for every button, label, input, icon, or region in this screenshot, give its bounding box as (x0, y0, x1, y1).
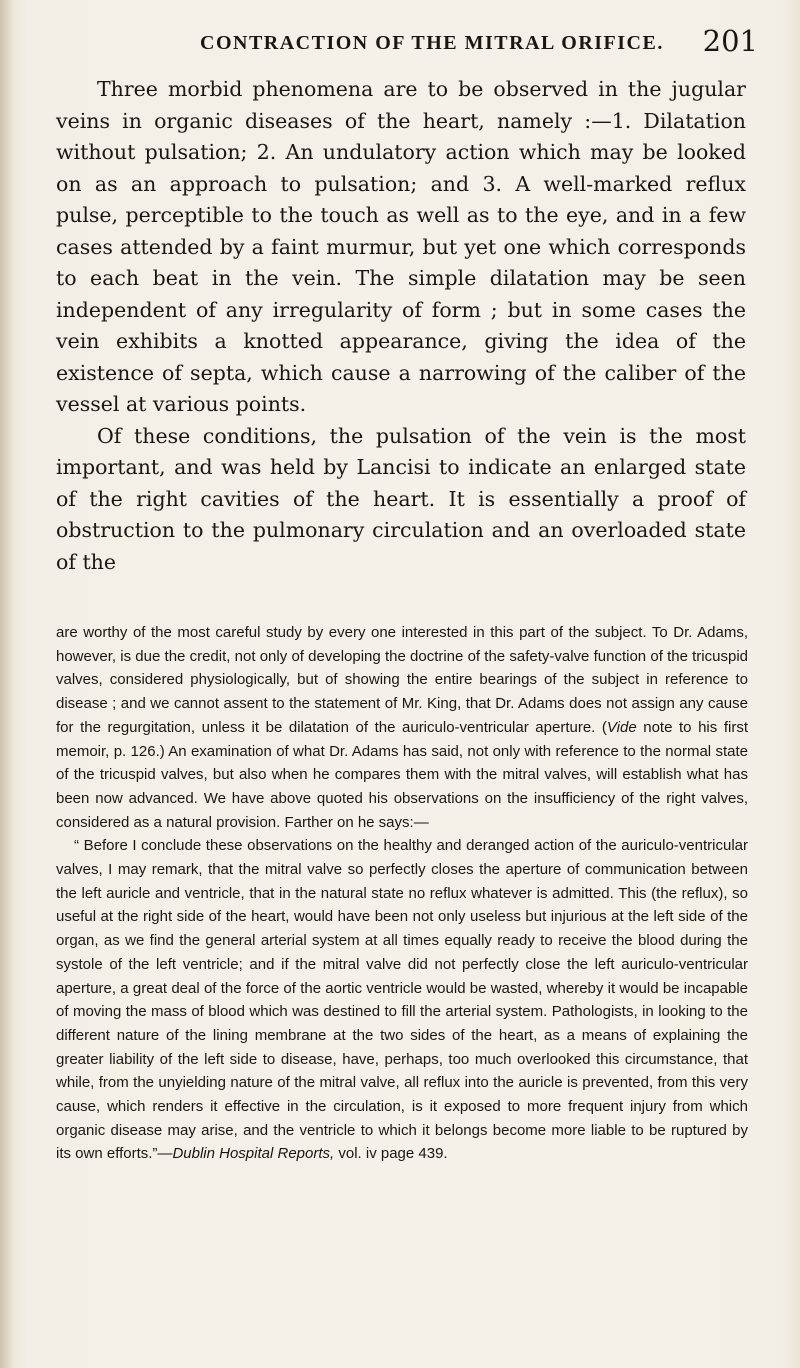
page-gutter-shadow (0, 0, 14, 1368)
footnote-source-title: Dublin Hospital Reports, (172, 1145, 335, 1163)
footnote-quote-text: “ Before I conclude these observations on the healthy and deranged action of the auriculo-ventricular valves, I may remark, that the mitral valve so perfectly closes the aperture of communication between the left auricle and ventricle, that in the natural state no reflux whatever is admitted. This (the reflux), so useful at the right side of the heart, would have been not only useless but injurious at the left side of the organ, as we find the general arterial system at all times equally ready to receive the blood during the systole of the left ventricle; and if the mitral valve did not perfectly close the left auriculo-ventricular aperture, a great deal of the force of the aortic ventricle would be wasted, whereby it would be incapable of moving the mass of blood which was destined to fill the arterial system. Pathologists, in looking to the different nature of the lining membrane at the two sides of the heart, as a means of explaining the greater liability of the left side to disease, have, perhaps, too much overlooked this circumstance, that while, from the unyielding nature of the mitral valve, all reflux into the auricle is prevented, from this very cause, which renders it effective in the circulation, is it exposed to more frequent injury from which organic disease may arise, and the ventricle to which it belongs become more liable to be ruptured by its own efforts.”— (56, 837, 748, 1163)
running-title: CONTRACTION OF THE MITRAL ORIFICE. (200, 32, 664, 54)
page-number: 201 (702, 24, 758, 58)
body-paragraph-2: Of these conditions, the pulsation of the vein is the most important, and was held by Lancisi to indicate an enlarged state of the right cavities of the heart. It is essentially a proof of obstruction to the pulmonary circulation and an overloaded state of the (56, 423, 746, 574)
footnote-vide: Vide (606, 718, 637, 736)
footnote-quote (56, 834, 748, 1166)
main-body-text (56, 74, 746, 578)
running-header (40, 24, 760, 62)
footnote-block (56, 621, 748, 1166)
footnote-text-part-2: note to his first memoir, p. 126.) An examination of what Dr. Adams has said, not only with reference to the normal state of the tricuspid valves, but also when he compares them with the mitral valves, will establish what has been now advanced. We have above quoted his observations on the insufficiency of the right valves, considered as a natural provision. Farther on he says:— (56, 718, 749, 831)
body-paragraph-1: Three morbid phenomena are to be observed in the jugular veins in organic diseases of the heart, namely :—1. Dilatation without pulsation; 2. An undulatory action which may be looked on as an approach to pulsation; and 3. A well-marked reflux pulse, perceptible to the touch as well as to the eye, and in a few cases attended by a faint murmur, but yet one which corresponds to each beat in the vein. The simple dilatation may be seen independent of any irregularity of form ; but in some cases the vein exhibits a knotted appearance, giving the idea of the existence of septa, which cause a narrowing of the caliber of the vessel at various points. (56, 77, 746, 416)
footnote-paragraph (56, 621, 748, 834)
footnote-text-part-1: are worthy of the most careful study by every one interested in this part of the subject. To Dr. Adams, however, is due the credit, not only of developing the doctrine of the safety-valve function of the tricuspid valves, considered physiologically, but of showing the entire bearings of the subject in reference to disease ; and we cannot assent to the statement of Mr. King, that Dr. Adams does not assign any cause for the regurgitation, unless it be dilatation of the auriculo-ventricular aperture. ( (56, 624, 748, 736)
footnote-source-rest: vol. iv page 439. (334, 1145, 448, 1163)
